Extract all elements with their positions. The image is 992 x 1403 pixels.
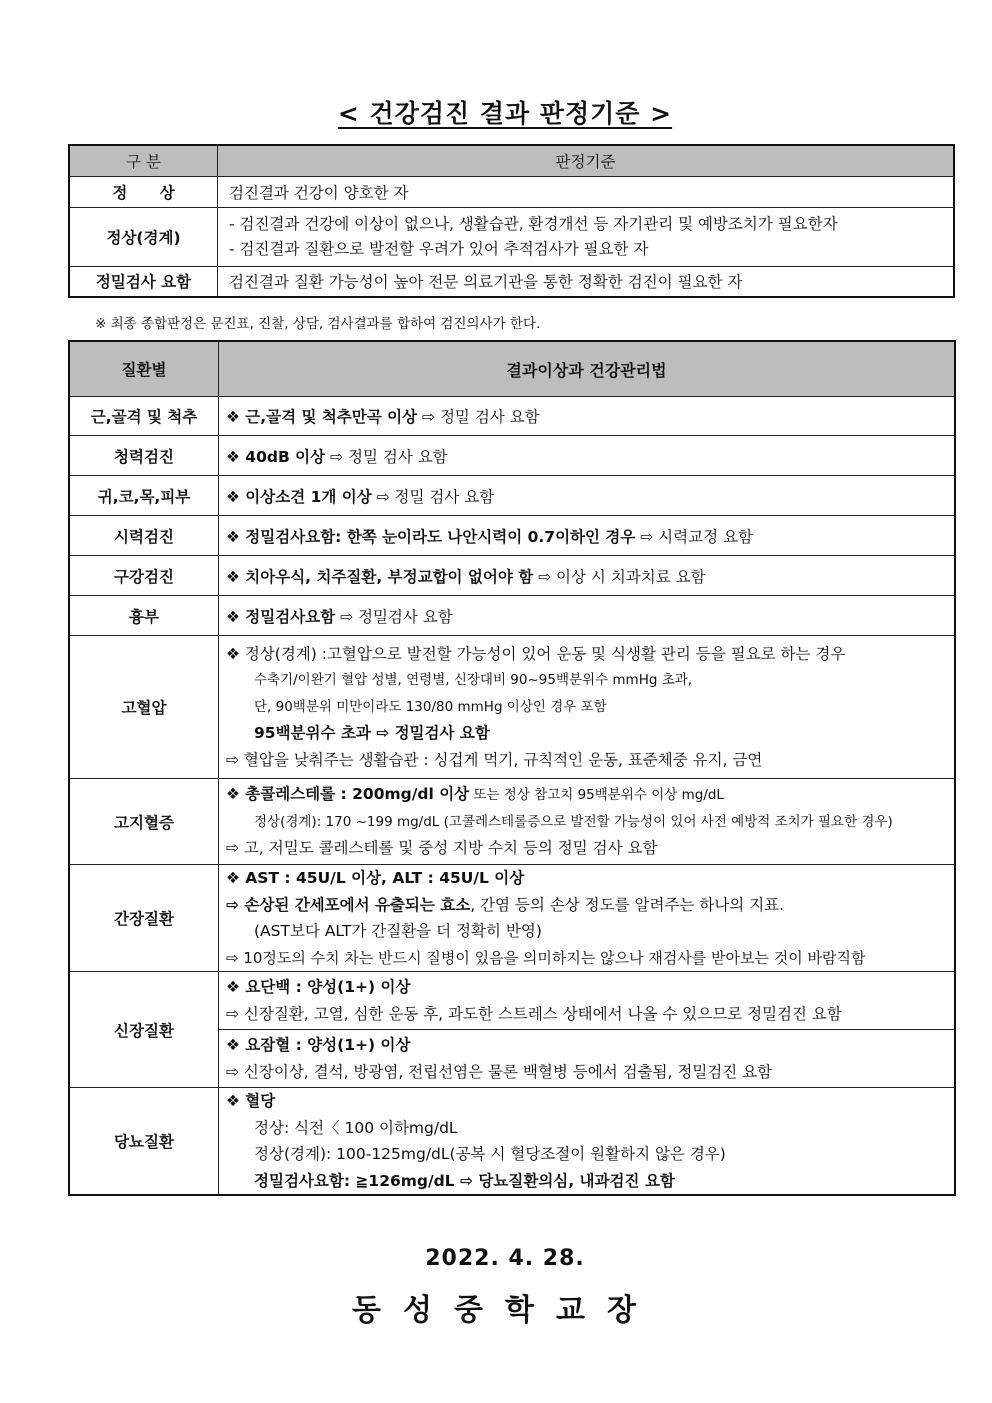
table-row xyxy=(69,596,955,636)
content-line: 정밀검사요함: ≧126mg/dL ⇨ 당뇨질환의심, 내과검진 요함 xyxy=(254,1171,675,1190)
row-content xyxy=(219,516,956,556)
table-row xyxy=(69,177,954,208)
row-content-bold: ❖ 정밀검사요함: 한쪽 눈이라도 나안시력이 0.7이하인 경우 xyxy=(226,527,636,546)
row-criteria xyxy=(218,208,955,267)
row-label: 정 상 xyxy=(69,177,218,208)
row-content-rest: ⇨ 시력교정 요함 xyxy=(635,527,753,546)
row-label: 간장질환 xyxy=(69,865,219,972)
content-line: ❖ 정상(경계) :고혈압으로 발전할 가능성이 있어 운동 및 식생활 관리 등을 필요로 하는 경우 xyxy=(226,644,846,663)
header-management: 결과이상과 건강관리법 xyxy=(219,341,956,397)
page-title: < 건강검진 결과 판정기준 > xyxy=(337,99,673,128)
table-row xyxy=(69,208,954,267)
row-content-bold: ❖ 이상소견 1개 이상 xyxy=(226,487,372,506)
row-content xyxy=(219,972,956,1030)
content-line: ❖ 혈당 xyxy=(226,1092,276,1110)
row-content-bold: ❖ 정밀검사요함 xyxy=(226,607,336,626)
table-header-row xyxy=(69,145,954,177)
row-criteria: 검진결과 질환 가능성이 높아 전문 의료기관을 통한 정확한 검진이 필요한 자 xyxy=(218,267,955,297)
content-rest: 또는 정상 참고치 95백분위수 이상 mg/dL xyxy=(469,787,724,804)
criteria-line: - 검진결과 질환으로 발전할 우려가 있어 추적검사가 필요한 자 xyxy=(229,240,649,258)
table-row xyxy=(69,436,955,476)
content-line: ❖ AST : 45U/L 이상, ALT : 45U/L 이상 xyxy=(226,869,525,887)
header-disease: 질환별 xyxy=(69,341,219,397)
row-content-rest: ⇨ 이상 시 치과치료 요함 xyxy=(533,567,706,586)
row-label: 청력검진 xyxy=(69,436,219,476)
content-line xyxy=(226,781,954,809)
criteria-table xyxy=(68,144,955,298)
disease-table xyxy=(68,340,956,1196)
row-label: 근,골격 및 척추 xyxy=(69,397,219,436)
row-content xyxy=(219,596,956,636)
row-label: 구강검진 xyxy=(69,556,219,596)
table-row-liver xyxy=(69,865,955,972)
row-content-bold: ❖ 40dB 이상 xyxy=(226,447,326,466)
row-content xyxy=(219,779,956,865)
content-line: 95백분위수 초과 ⇨ 정밀검사 요함 xyxy=(254,724,490,743)
header-criteria: 판정기준 xyxy=(218,145,955,177)
content-rest: , 간염 등의 손상 정도를 알려주는 하나의 지표. xyxy=(470,895,785,914)
table-row xyxy=(69,267,954,297)
table-row xyxy=(69,556,955,596)
content-line: ⇨ 혈압을 낮춰주는 생활습관 : 싱겁게 먹기, 규칙적인 운동, 표준체중 유지, 금연 xyxy=(226,750,763,769)
content-line: ⇨ 신장이상, 결석, 방광염, 전립선염은 물론 백혈병 등에서 검출됨, 정밀검진 요함 xyxy=(226,1062,773,1081)
row-label: 고지혈증 xyxy=(69,779,219,865)
content-line xyxy=(226,892,954,919)
row-label: 흉부 xyxy=(69,596,219,636)
issue-date: 2022. 4. 28. xyxy=(425,1246,585,1271)
table-row-hyperlipidemia xyxy=(69,779,955,865)
content-bold: ⇨ 손상된 간세포에서 유출되는 효소 xyxy=(226,895,471,914)
criteria-line: - 검진결과 건강에 이상이 없으나, 생활습관, 환경개선 등 자기관리 및 예방조치가 필요한자 xyxy=(229,215,838,233)
content-line: 정상: 식전〈 100 이하mg/dL xyxy=(254,1118,458,1137)
row-content xyxy=(219,397,956,436)
row-content xyxy=(219,636,956,779)
row-label: 신장질환 xyxy=(69,972,219,1088)
row-label: 당뇨질환 xyxy=(69,1088,219,1196)
content-line: 정상(경계): 170 ~199 mg/dL (고콜레스테롤증으로 발전할 가능성이 있어 사전 예방적 조치가 필요한 경우) xyxy=(254,813,893,830)
content-line: 정상(경계): 100-125mg/dL(공복 시 혈당조절이 원활하지 않은 경우) xyxy=(254,1145,726,1163)
table-row xyxy=(69,397,955,436)
content-line: ❖ 요잠혈 : 양성(1+) 이상 xyxy=(226,1036,411,1054)
table-header-row xyxy=(69,341,955,397)
row-content xyxy=(219,865,956,972)
row-content xyxy=(219,476,956,516)
table-row-kidney xyxy=(69,972,955,1030)
row-content-rest: ⇨ 정밀 검사 요함 xyxy=(371,487,495,506)
row-label: 정상(경계) xyxy=(69,208,218,267)
content-line: ⇨ 고, 저밀도 콜레스테롤 및 중성 지방 수치 등의 정밀 검사 요함 xyxy=(226,839,658,858)
table-row xyxy=(69,516,955,556)
content-line: ⇨ 신장질환, 고열, 심한 운동 후, 과도한 스트레스 상태에서 나올 수 있으므로 정밀검진 요함 xyxy=(226,1004,842,1023)
row-label: 귀,코,목,피부 xyxy=(69,476,219,516)
row-label: 고혈압 xyxy=(69,636,219,779)
row-content xyxy=(219,1030,956,1088)
content-bold: ❖ 총콜레스테롤 : 200mg/dl 이상 xyxy=(226,785,470,804)
content-line: ❖ 요단백 : 양성(1+) 이상 xyxy=(226,978,411,996)
row-label: 정밀검사 요함 xyxy=(69,267,218,297)
row-content-rest: ⇨ 정밀 검사 요함 xyxy=(325,447,448,466)
row-content xyxy=(219,436,956,476)
row-criteria: 검진결과 건강이 양호한 자 xyxy=(218,177,955,208)
school-principal: 동성중학교장 xyxy=(352,1293,658,1328)
footnote: ※ 최종 종합판정은 문진표, 진찰, 상담, 검사결과를 합하여 검진의사가 한다. xyxy=(95,316,541,332)
content-line: 단, 90백분위 미만이라도 130/80 mmHg 이상인 경우 포함 xyxy=(254,698,607,715)
row-content-rest: ⇨ 정밀검사 요함 xyxy=(335,607,453,626)
content-line: ⇨ 10정도의 수치 차는 반드시 질병이 있음을 의미하지는 않으나 재검사를 받아보는 것이 바람직함 xyxy=(226,948,866,967)
row-content-rest: ⇨ 정밀 검사 요함 xyxy=(417,408,540,426)
table-row-diabetes xyxy=(69,1088,955,1196)
row-label: 시력검진 xyxy=(69,516,219,556)
table-row xyxy=(69,476,955,516)
row-content xyxy=(219,1088,956,1196)
row-content-bold: ❖ 근,골격 및 척추만곡 이상 xyxy=(226,408,418,426)
row-content xyxy=(219,556,956,596)
table-row-hypertension xyxy=(69,636,955,779)
row-content-bold: ❖ 치아우식, 치주질환, 부정교합이 없어야 함 xyxy=(226,567,534,586)
content-line: (AST보다 ALT가 간질환을 더 정확히 반영) xyxy=(254,922,542,940)
content-line: 수축기/이완기 혈압 성별, 연령별, 신장대비 90~95백분위수 mmHg 초과, xyxy=(254,672,693,689)
header-category: 구 분 xyxy=(69,145,218,177)
